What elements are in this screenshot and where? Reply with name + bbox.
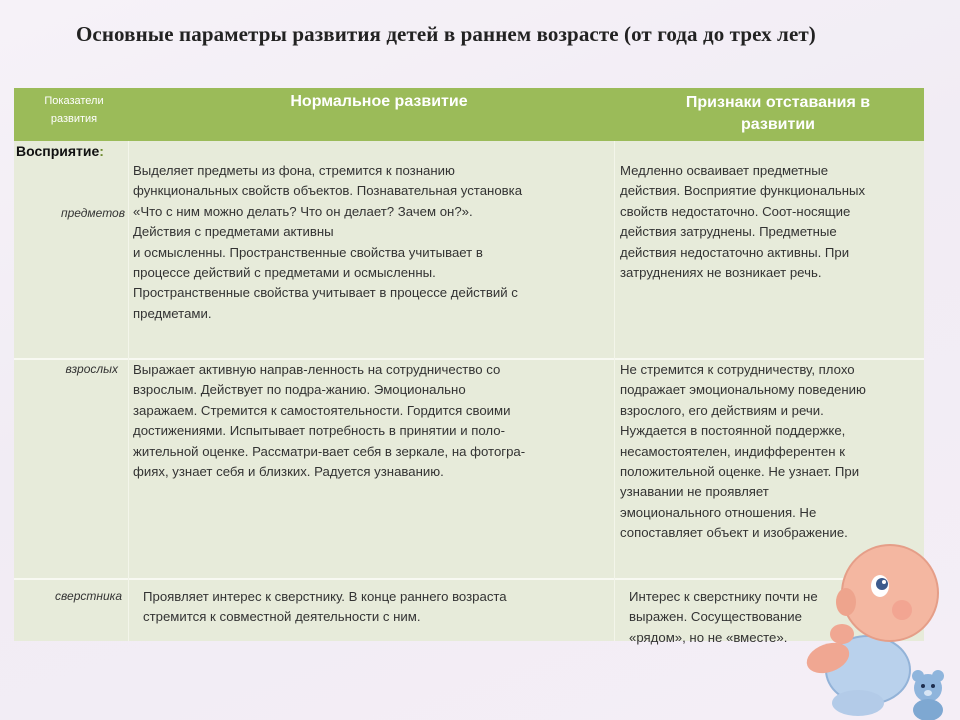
cell-line: жительной оценке. Рассматри-вает себя в зеркале, на фотогра- (133, 443, 526, 459)
cell-line: свойств недостаточно. Соот-носящие (620, 203, 851, 219)
cell-line: Действия с предметами активны (133, 224, 334, 240)
header-delay-signs (632, 92, 924, 136)
cell-line: взрослым. Действует по подра-жанию. Эмоционально (133, 382, 466, 398)
cell-line: подражает эмоциональному поведению (620, 382, 866, 398)
row-divider (14, 578, 924, 580)
cell-line: положительной оценке. Не узнает. При (620, 464, 860, 480)
cell-line: Выделяет предметы из фона, стремится к познанию (133, 163, 455, 178)
column-divider (614, 141, 615, 641)
cell-line: взрослого, его действиям и речи. (620, 402, 824, 418)
cell-delay-adults (620, 360, 925, 544)
cell-line: узнавании не проявляет (620, 484, 769, 500)
cell-line: затруднениях не возникает речь. (620, 265, 822, 281)
cell-delay-objects (620, 161, 925, 283)
cell-line: Нуждается в постоянной поддержке, (620, 423, 846, 439)
cell-line: стремится к совместной деятельности с ним. (143, 609, 421, 625)
header-indicators (14, 92, 134, 128)
cell-line: Интерес к сверстнику почти не (629, 589, 818, 604)
row-label-peers: сверстника (55, 589, 122, 603)
cell-line: Пространственные свойства учитывает в процессе действий с (133, 285, 518, 301)
cell-line: предметами. (133, 305, 212, 321)
cell-line: сопоставляет объект и изображение. (620, 525, 848, 541)
section-label-text: Восприятие (16, 143, 100, 159)
cell-line: функциональных свойств объектов. Познавательная установка (133, 183, 523, 199)
cell-line: и осмысленны. Пространственные свойства учитывает в (133, 244, 483, 260)
header-normal-development: Нормальное развитие (290, 93, 468, 110)
baby-with-teddy-bear-icon (790, 538, 960, 720)
row-label-objects: предметов (60, 206, 125, 220)
column-divider (128, 141, 129, 641)
header-delay-line2: развитии (741, 116, 815, 133)
cell-line: несамостоятелен, индифферентен к (620, 443, 845, 459)
cell-line: «рядом», но не «вместе». (629, 629, 788, 645)
header-indicators-line1: Показатели (44, 95, 104, 107)
cell-line: эмоционального отношения. Не (620, 504, 817, 520)
cell-line: Проявляет интерес к сверстнику. В конце раннего возраста (143, 589, 507, 604)
cell-line: Выражает активную направ-ленность на сотрудничество со (133, 362, 501, 377)
cell-line: достижениями. Испытывает потребность в принятии и поло- (133, 423, 505, 439)
cell-line: действия недостаточно активны. При (620, 244, 850, 260)
cell-line: действия затруднены. Предметные (620, 224, 837, 240)
cell-normal-peers (143, 587, 613, 628)
header-delay-line1: Признаки отставания в (685, 94, 871, 111)
cell-line: заражаем. Стремится к самостоятельности. Гордится своими (133, 402, 511, 418)
cell-line: Медленно осваивает предметные (620, 163, 829, 178)
cell-line: «Что с ним можно делать? Что он делает? Зачем он?». (133, 203, 473, 219)
table-header (14, 88, 924, 141)
section-label-colon: : (99, 143, 104, 159)
cell-normal-objects (133, 161, 613, 324)
row-label-adults: взрослых (65, 362, 118, 376)
cell-line: процессе действий с предметами и осмысленны. (133, 265, 436, 281)
slide-title: Основные параметры развития детей в раннем возрасте (от года до трех лет) (76, 22, 816, 46)
cell-line: Не стремится к сотрудничеству, плохо (620, 362, 855, 377)
cell-normal-adults (133, 360, 613, 482)
header-indicators-line2: развития (50, 113, 98, 125)
cell-line: действия. Восприятие функциональных (620, 183, 866, 199)
section-label (16, 143, 104, 159)
cell-line: фиях, узнает себя и близких. Радуется узнаванию. (133, 464, 444, 480)
cell-line: выражен. Сосуществование (629, 609, 803, 625)
